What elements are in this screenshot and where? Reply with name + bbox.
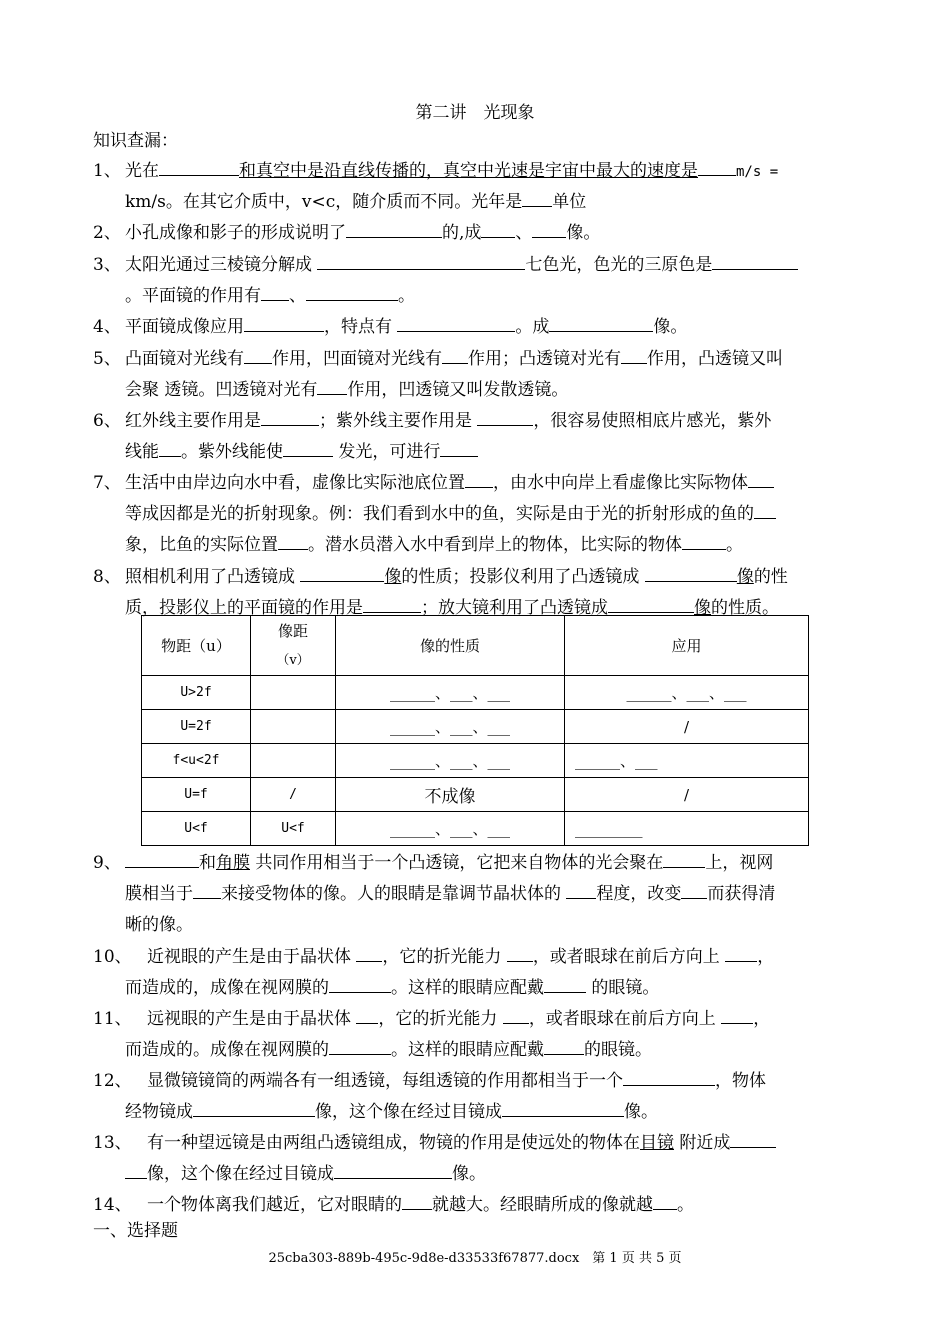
blank <box>125 1160 147 1179</box>
blank <box>356 1005 378 1024</box>
blank <box>356 943 382 962</box>
blank <box>465 469 493 488</box>
blank <box>481 219 515 238</box>
section-heading: 知识查漏： <box>93 131 178 151</box>
blank <box>278 531 308 550</box>
blank <box>317 376 347 395</box>
blank <box>621 345 647 364</box>
blank <box>502 1098 624 1117</box>
blank <box>507 943 533 962</box>
blank <box>346 219 442 238</box>
blank <box>244 313 324 332</box>
blank <box>725 943 757 962</box>
table-row: f<u<2f ______、___、___ ______、___ <box>142 744 809 778</box>
header-application: 应用 <box>565 616 809 676</box>
table-row: U=f / 不成像 / <box>142 778 809 812</box>
table-row: U>2f ______、___、___ ______、___、___ <box>142 676 809 710</box>
blank <box>334 1160 452 1179</box>
blank <box>566 880 596 899</box>
blank <box>306 282 398 301</box>
blank <box>329 1036 391 1055</box>
blank <box>125 849 199 868</box>
blank <box>663 849 705 868</box>
blank <box>159 438 181 457</box>
blank <box>300 563 384 582</box>
blank <box>193 1098 315 1117</box>
header-object-distance: 物距（u） <box>142 616 251 676</box>
header-image-distance: 像距 （v） <box>251 616 336 676</box>
blank <box>522 188 552 207</box>
blank <box>402 1191 432 1210</box>
blank <box>754 500 776 519</box>
blank <box>363 594 421 613</box>
blank <box>653 1191 677 1210</box>
blank <box>503 1005 529 1024</box>
blank <box>440 438 478 457</box>
blank <box>698 157 736 176</box>
blank <box>549 313 653 332</box>
blank <box>608 594 694 613</box>
blank <box>681 880 707 899</box>
blank <box>329 974 391 993</box>
blank <box>244 345 272 364</box>
header-image-nature: 像的性质 <box>336 616 565 676</box>
blank <box>532 219 566 238</box>
blank <box>261 282 289 301</box>
page-footer: 25cba303-889b-495c-9d8e-d33533f67877.docx 第 1 页 共 5 页 <box>268 1251 682 1266</box>
blank <box>477 407 533 426</box>
blank <box>721 1005 753 1024</box>
blank <box>159 157 239 176</box>
blank <box>544 1036 584 1055</box>
blank <box>442 345 468 364</box>
page-title: 第二讲 光现象 <box>415 103 535 123</box>
blank <box>682 531 726 550</box>
blank <box>193 880 221 899</box>
lens-imaging-table <box>141 615 809 846</box>
table-row: U=2f ______、___、___ / <box>142 710 809 744</box>
blank <box>317 251 525 270</box>
table-row: U<f U<f ______、___、___ _________ <box>142 812 809 846</box>
document-page: 第二讲 光现象 知识查漏： 1、 光在 和真空中是沿直线传播的，真空中光速是宇宙中最大的速度是 m/s = km/s。在其它介质中，v<c，随介质而不同。光年是 单位 2、 小孔成像和影子的形成说明了 的,成 、 像。 3、 太阳光通过三棱镜分解成 七色光，色光的三原色是 。平面镜的作用有 、 。 4、 平面镜成像应用 ，特点有 。成 像。 5、 凸面镜对光线有 作用，凹面镜对光线有 作用；凸透镜对光有 作用，凸透镜又叫 会聚 透镜。凹透镜对光有 作用，凹透镜又叫发散透镜。 6、 红外线主要作用是 ；紫外线主要作用是 ，很容易使照相底片感光，紫外 线能 。紫外线能使 发光，可进行 7、 生活中由岸边向水中看，虚像比实际池底位置 ，由水中向岸上看虚像比实际物体 等成因都是光的折射现象。例：我们看到水中的鱼，实际是由于光的折射形成的鱼的 象，比鱼的实际位置 。潜水员潜入水中看到岸上的物体，比实际的物体 。 8、 照相机利用了凸透镜成 像的性质；投影仪利用了凸透镜成 像的性 质，投影仪上的平面镜的作用是 ；放大镜利用了凸透镜成 像的性质。 物距（u） 像距 （v） 像的性质 应用 U>2f ______、___、___ ______、___、___ U=2f ______、___、___ / f<u<2f ______、___、___ ______、___ U=f / 不成像 / U<f U<f ______、___、___ _________ 9、 和角膜 共同作用相当于一个凸透镜，它把来自物体的光会聚在 上，视网 膜相当于 来接受物体的像。人的眼睛是靠调节晶状体的 程度，改变 而获得清 晰的像。 10、 近视眼的产生是由于晶状体 ，它的折光能力 ，或者眼球在前后方向上 ， 而造成的，成像在视网膜的 。这样的眼睛应配戴 的眼镜。 11、 远视眼的产生是由于晶状体 ，它的折光能力 ，或者眼球在前后方向上 ， 而造成的。成像在视网膜的 。这样的眼睛应配戴 的眼镜。 12、 显微镜镜筒的两端各有一组透镜，每组透镜的作用都相当于一个 ，物体 经物镜成 像，这个像在经过目镜成 像。 13、 有一种望远镜是由两组凸透镜组成，物镜的作用是使远处的物体在目镜 附近成 像，这个像在经过目镜成 像。 14、 一个物体离我们越近，它对眼睛的 就越大。经眼睛所成的像就越 。 一、选择题 25cba303-889b-495c-9d8e-d33533f67877.docx 第 1 页 共 5 页 <box>0 0 950 1344</box>
blank <box>730 1129 776 1148</box>
blank <box>645 563 737 582</box>
blank <box>544 974 586 993</box>
blank <box>283 438 333 457</box>
blank <box>712 251 798 270</box>
blank <box>397 313 515 332</box>
section-choice-questions: 一、选择题 <box>93 1221 178 1241</box>
blank <box>261 407 319 426</box>
blank <box>748 469 774 488</box>
blank <box>623 1067 715 1086</box>
question-number: 1、 <box>93 161 121 181</box>
